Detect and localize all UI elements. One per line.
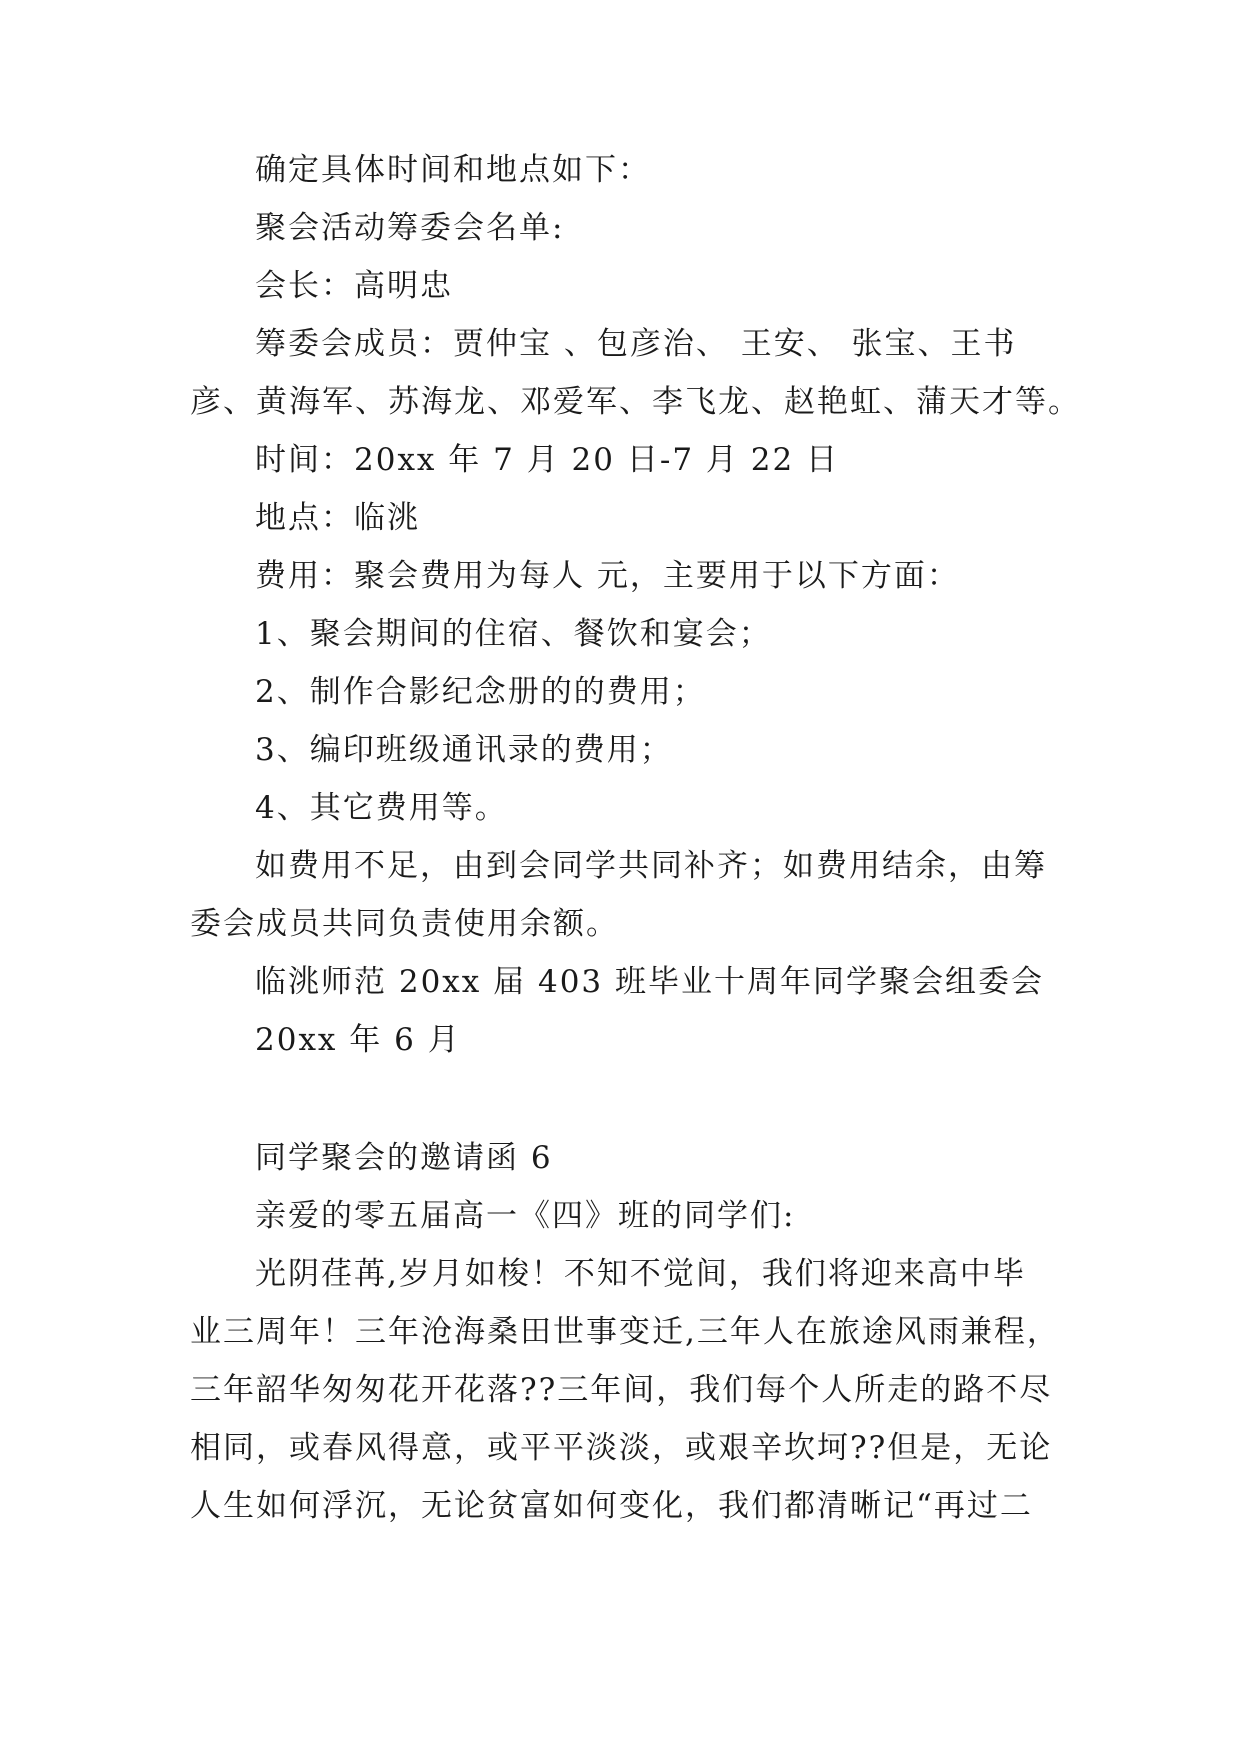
text-line: 4、其它费用等。	[255, 790, 508, 826]
text-line: 亲爱的零五届高一《四》班的同学们:	[255, 1198, 796, 1234]
text-line: 筹委会成员：贾仲宝 、包彦治、 王安、 张宝、王书	[255, 326, 1017, 362]
text-line: 20xx 年 6 月	[255, 1022, 461, 1058]
text-line: 光阴荏苒,岁月如梭！不知不觉间，我们将迎来高中毕	[255, 1256, 1026, 1292]
text-line: 3、编印班级通讯录的费用；	[255, 732, 673, 768]
section-title: 同学聚会的邀请函 6	[255, 1140, 553, 1176]
text-line: 委会成员共同负责使用余额。	[190, 906, 619, 942]
text-line: 彦、黄海军、苏海龙、邓爱军、李飞龙、赵艳虹、蒲天才等。	[190, 384, 1081, 420]
text-line: 时间：20xx 年 7 月 20 日-7 月 22 日	[255, 442, 840, 478]
text-line: 确定具体时间和地点如下：	[255, 152, 651, 188]
text-line: 聚会活动筹委会名单:	[255, 210, 565, 246]
text-line: 地点：临洮	[255, 500, 420, 536]
text-line: 临洮师范 20xx 届 403 班毕业十周年同学聚会组委会	[255, 964, 1044, 1000]
text-line: 会长：高明忠	[255, 268, 453, 304]
text-line: 业三周年！三年沧海桑田世事变迁,三年人在旅途风雨兼程，	[190, 1314, 1060, 1350]
text-line: 费用：聚会费用为每人 元，主要用于以下方面：	[255, 558, 960, 594]
text-line: 三年韶华匆匆花开花落??三年间，我们每个人所走的路不尽	[190, 1372, 1053, 1408]
text-line: 1、聚会期间的住宿、餐饮和宴会；	[255, 616, 772, 652]
text-line: 人生如何浮沉，无论贫富如何变化，我们都清晰记“再过二	[190, 1488, 1033, 1524]
text-line: 如费用不足，由到会同学共同补齐；如费用结余，由筹	[255, 848, 1047, 884]
text-line: 相同，或春风得意，或平平淡淡，或艰辛坎坷??但是，无论	[190, 1430, 1053, 1466]
text-line: 2、制作合影纪念册的的费用；	[255, 674, 706, 710]
